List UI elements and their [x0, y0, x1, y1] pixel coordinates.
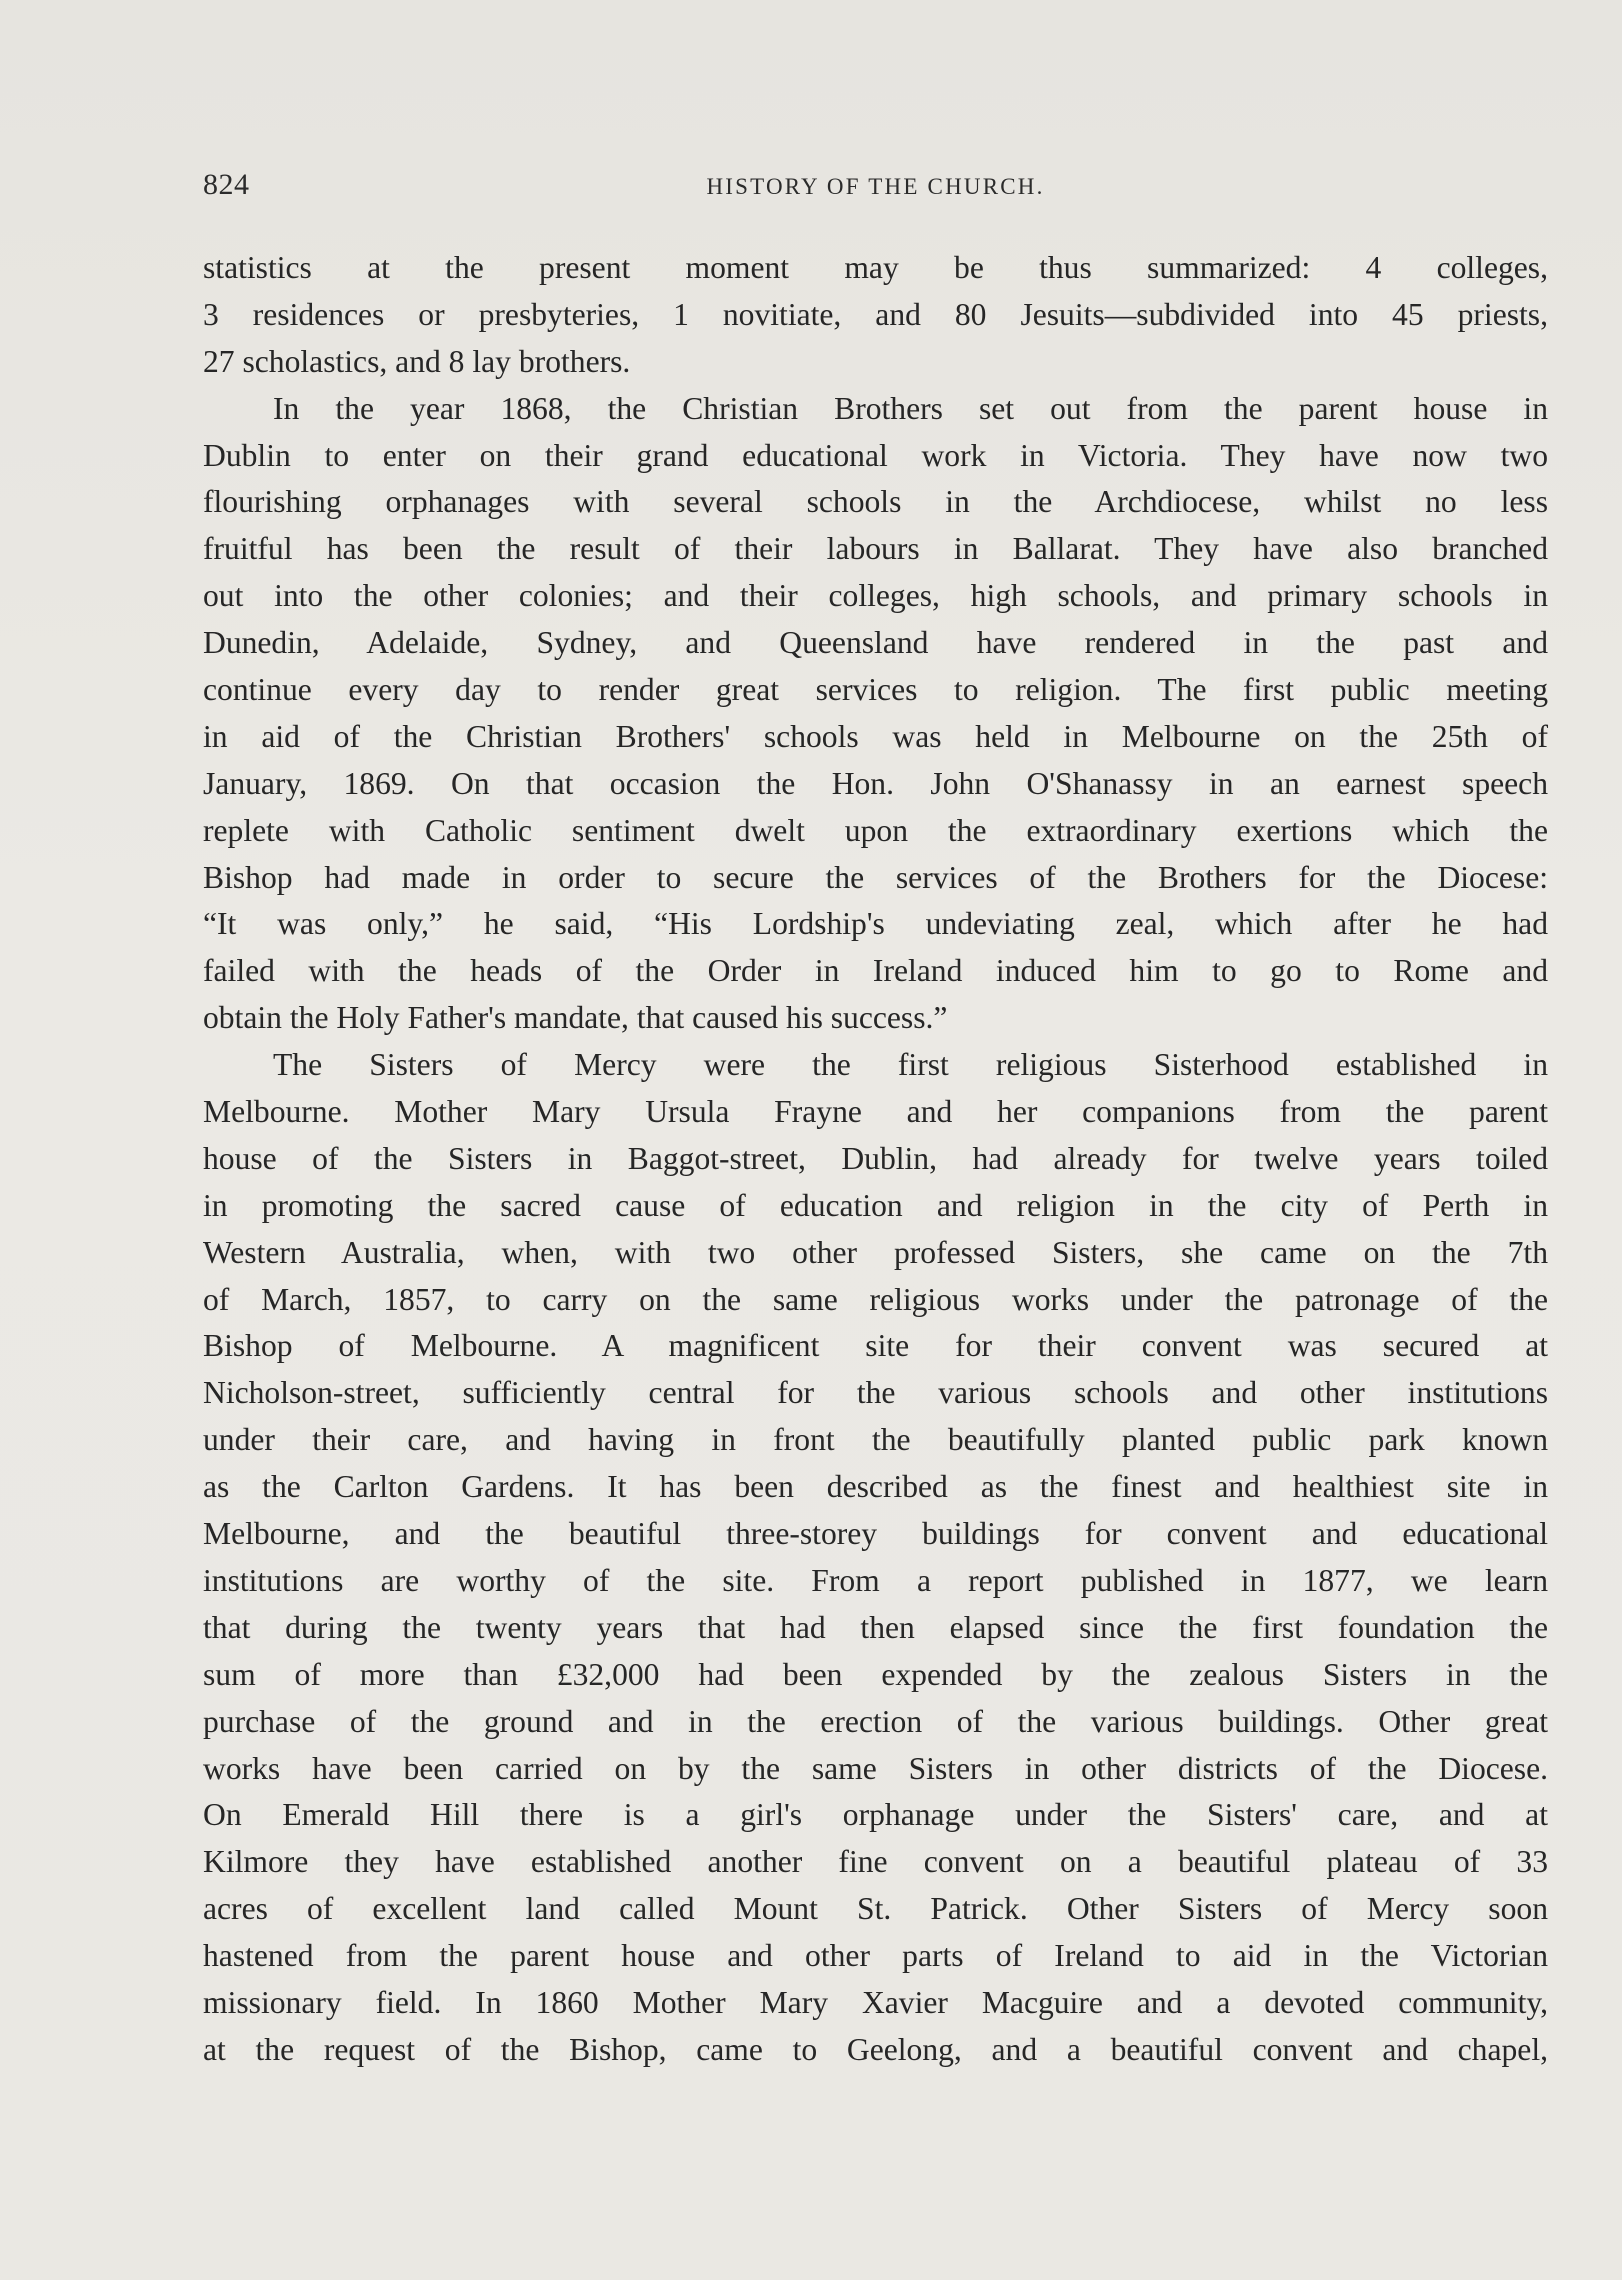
text-line: Bishop had made in order to secure the services of the Brothers for the Diocese: — [203, 859, 1548, 895]
running-head: HISTORY OF THE CHURCH. — [706, 174, 1045, 199]
text-line: Kilmore they have established another fine convent on a beautiful plateau of 33 — [203, 1844, 1548, 1880]
text-line: Melbourne, and the beautiful three-storey buildings for convent and educational — [203, 1516, 1548, 1552]
text-line: under their care, and having in front the beautifully planted public park known — [203, 1422, 1548, 1458]
text-line: of March, 1857, to carry on the same religious works under the patronage of the — [203, 1281, 1548, 1317]
text-line: as the Carlton Gardens. It has been described as the finest and healthiest site in — [203, 1469, 1548, 1505]
text-line: acres of excellent land called Mount St. Patrick. Other Sisters of Mercy soon — [203, 1891, 1548, 1927]
text-line: failed with the heads of the Order in Ireland induced him to go to Rome and — [203, 953, 1548, 989]
text-line: “It was only,” he said, “His Lordship's undeviating zeal, which after he had — [203, 906, 1548, 942]
text-line: Nicholson-street, sufficiently central for the various schools and other institutions — [203, 1375, 1548, 1411]
text-line: house of the Sisters in Baggot-street, Dublin, had already for twelve years toiled — [203, 1140, 1548, 1176]
text-line: Western Australia, when, with two other professed Sisters, she came on the 7th — [203, 1234, 1548, 1270]
text-line: institutions are worthy of the site. From a report published in 1877, we learn — [203, 1562, 1548, 1598]
text-line: Dublin to enter on their grand educational work in Victoria. They have now two — [203, 437, 1548, 473]
text-line: continue every day to render great services to religion. The first public meeting — [203, 672, 1548, 708]
text-line: hastened from the parent house and other parts of Ireland to aid in the Victorian — [203, 1938, 1548, 1974]
text-line: obtain the Holy Father's mandate, that caused his success.” — [203, 1000, 948, 1036]
text-line: sum of more than £32,000 had been expended by the zealous Sisters in the — [203, 1656, 1548, 1692]
text-line: that during the twenty years that had then elapsed since the first foundation the — [203, 1609, 1548, 1645]
text-line: 3 residences or presbyteries, 1 novitiate, and 80 Jesuits—subdivided into 45 priests, — [203, 296, 1548, 332]
text-line: missionary field. In 1860 Mother Mary Xavier Macguire and a devoted community, — [203, 1984, 1548, 2020]
paragraph-first-line: In the year 1868, the Christian Brothers set out from the parent house in — [273, 390, 1548, 426]
text-line: statistics at the present moment may be thus summarized: 4 colleges, — [203, 250, 1548, 285]
text-line: flourishing orphanages with several schools in the Archdiocese, whilst no less — [203, 484, 1548, 520]
text-line: Dunedin, Adelaide, Sydney, and Queensland have rendered in the past and — [203, 625, 1548, 661]
text-line: out into the other colonies; and their colleges, high schools, and primary schools in — [203, 578, 1548, 614]
paragraph-first-line: The Sisters of Mercy were the first religious Sisterhood established in — [273, 1047, 1548, 1083]
text-line: in promoting the sacred cause of education and religion in the city of Perth in — [203, 1187, 1548, 1223]
text-line: fruitful has been the result of their labours in Ballarat. They have also branched — [203, 531, 1548, 567]
page-header — [203, 168, 1548, 208]
text-line: 27 scholastics, and 8 lay brothers. — [203, 343, 631, 379]
page-number: 824 — [203, 168, 250, 201]
text-line: Melbourne. Mother Mary Ursula Frayne and her companions from the parent — [203, 1094, 1548, 1130]
text-line: replete with Catholic sentiment dwelt upon the extraordinary exertions which the — [203, 812, 1548, 848]
text-line: at the request of the Bishop, came to Geelong, and a beautiful convent and chapel, — [203, 2031, 1548, 2067]
text-line: in aid of the Christian Brothers' schools was held in Melbourne on the 25th of — [203, 718, 1548, 754]
text-line: Bishop of Melbourne. A magnificent site for their convent was secured at — [203, 1328, 1548, 1364]
body-text — [203, 245, 1548, 2074]
text-line: purchase of the ground and in the erection of the various buildings. Other great — [203, 1703, 1548, 1739]
text-line: January, 1869. On that occasion the Hon. John O'Shanassy in an earnest speech — [203, 765, 1548, 801]
text-line: works have been carried on by the same Sisters in other districts of the Diocese. — [203, 1750, 1548, 1786]
text-line: On Emerald Hill there is a girl's orphanage under the Sisters' care, and at — [203, 1797, 1548, 1833]
